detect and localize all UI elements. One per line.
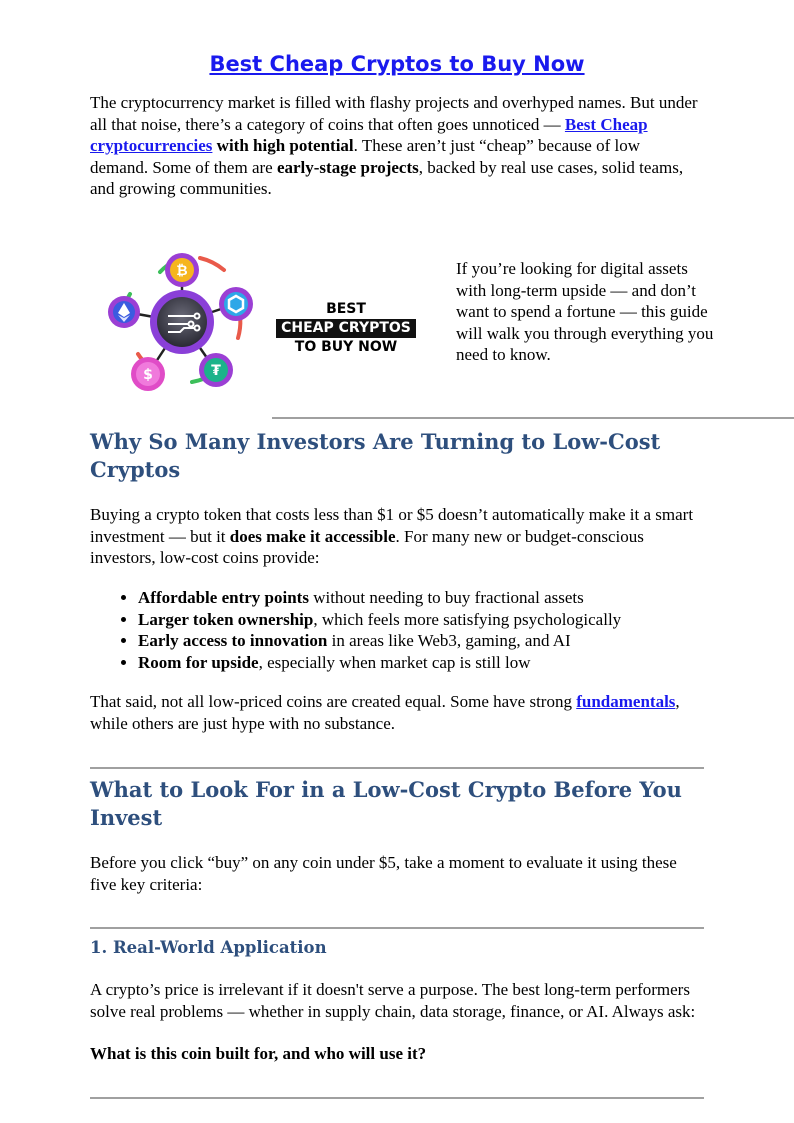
list-item-bold: Larger token ownership (138, 609, 314, 629)
fundamentals-link[interactable]: fundamentals (576, 692, 676, 711)
svg-text:₿: ₿ (176, 263, 188, 279)
section1-paragraph-2 (90, 691, 702, 734)
page-title (0, 52, 794, 76)
intro-text-1: The cryptocurrency market is filled with flashy projects and overhyped names. But under all that noise, there’s a category of coins that often goes unnoticed — (90, 93, 698, 134)
list-item-bold: Early access to innovation (138, 631, 328, 650)
section-heading-what-to-look-for: What to Look For in a Low-Cost Crypto Before You Invest (90, 777, 682, 830)
bitcoin-icon (165, 253, 199, 287)
list-item-text: in areas like Web3, gaming, and AI (327, 631, 571, 650)
side-paragraph: If you’re looking for digital assets with long-term upside — and don’t want to spend a fortune — this guide will walk you through everything you need to know. (456, 259, 714, 364)
chain-link-icon (219, 287, 253, 321)
s1-bold: does make it accessible (229, 526, 396, 546)
question-bold: What is this coin built for, and who will use it? (90, 1044, 427, 1063)
divider (90, 767, 704, 769)
section3-question (90, 1043, 702, 1065)
intro-text-3: , backed by real use cases, solid teams, and growing communities. (90, 157, 684, 198)
divider (272, 417, 794, 419)
svg-text:₮: ₮ (211, 363, 221, 379)
s1-text-c: . For many new or budget-conscious investors, low-cost coins provide: (90, 526, 644, 567)
list-item (138, 652, 698, 674)
s1-text-a: Buying a crypto token that costs less than $1 or $5 doesn’t automatically make it a smart investment — but it (90, 505, 694, 546)
section2-paragraph: Before you click “buy” on any coin under $5, take a moment to evaluate it using these five key criteria: (90, 853, 677, 894)
cheap-crypto-link[interactable]: Best Cheap cryptocurrencies (90, 114, 648, 155)
intro-bold-2: early-stage projects (276, 157, 419, 177)
list-item-text: , especially when market cap is still low (258, 652, 531, 672)
section3-paragraph: A crypto’s price is irrelevant if it doesn't serve a purpose. The best long-term performers solve real problems — whether in supply chain, data storage, finance, or AI. Always ask: (90, 980, 696, 1021)
intro-text-2: . These aren’t just “cheap” because of low demand. Some of them are (90, 136, 641, 177)
title-link[interactable]: Best Cheap Cryptos to Buy Now (209, 52, 585, 76)
tether-icon (199, 353, 233, 387)
section1-paragraph-1 (90, 504, 702, 569)
badge-line-3: TO BUY NOW (294, 339, 398, 355)
stablecoin-icon (131, 357, 165, 391)
list-item-text: without needing to buy fractional assets (308, 588, 584, 607)
s1-p2-text-a: That said, not all low-priced coins are created equal. Some have strong (90, 692, 577, 711)
list-item (138, 587, 698, 609)
intro-bold-1: with high potential (212, 136, 354, 155)
list-item-bold: Room for upside (138, 652, 259, 672)
section-heading-investors: Why So Many Investors Are Turning to Low-Cost Cryptos (90, 429, 661, 482)
hero-badge (272, 300, 420, 357)
badge-line-2: CHEAP CRYPTOS (276, 319, 416, 338)
s1-p2-text-b: , while others are just hype with no substance. (90, 692, 680, 733)
svg-text:$: $ (143, 367, 153, 383)
intro-paragraph (90, 92, 702, 200)
circuit-icon (150, 290, 214, 354)
ethereum-icon (108, 296, 140, 328)
subheading-real-world-application: 1. Real-World Application (90, 938, 327, 957)
list-item (138, 609, 698, 631)
divider (90, 927, 704, 929)
badge-line-1: BEST (326, 301, 366, 317)
list-item-text: , which feels more satisfying psychologically (313, 609, 622, 629)
list-item-bold: Affordable entry points (138, 588, 309, 607)
list-item (138, 630, 698, 652)
benefits-list (90, 587, 698, 673)
divider (90, 1097, 704, 1099)
